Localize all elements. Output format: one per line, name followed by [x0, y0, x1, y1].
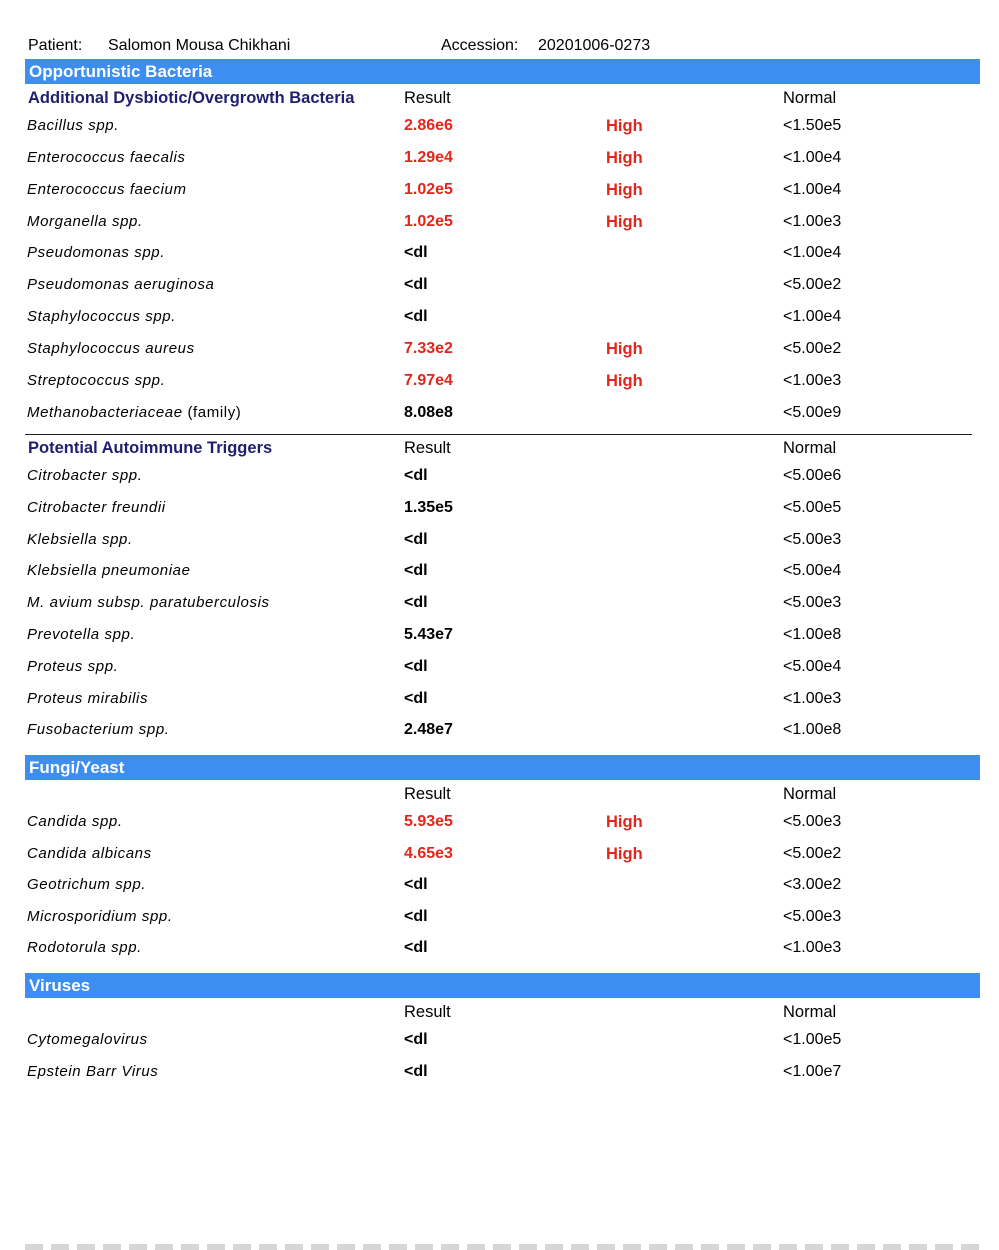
organism-name	[27, 181, 187, 198]
organism-name-text: Bacillus spp.	[27, 117, 120, 134]
result-value: <dl	[404, 907, 428, 925]
organism-name	[27, 690, 148, 707]
report-header	[0, 37, 999, 57]
normal-range: <5.00e4	[783, 562, 842, 580]
organism-name	[27, 244, 165, 261]
high-flag: High	[606, 212, 643, 231]
section-divider	[25, 434, 972, 435]
organism-name	[27, 813, 123, 830]
table-row	[0, 626, 999, 648]
high-flag: High	[606, 813, 643, 831]
accession-label: Accession:	[441, 37, 519, 54]
organism-name-text: Candida albicans	[27, 844, 152, 862]
organism-name-suffix: (family)	[182, 403, 242, 421]
high-flag: High	[606, 180, 643, 199]
organism-name-text: Staphylococcus spp.	[27, 308, 176, 326]
organism-name	[27, 531, 133, 548]
normal-range: <1.00e4	[783, 180, 842, 198]
normal-range: <3.00e2	[783, 876, 842, 893]
result-value: <dl	[404, 1063, 428, 1080]
table-row	[0, 117, 999, 139]
normal-range: <1.00e5	[783, 1031, 842, 1048]
table-row	[0, 845, 999, 867]
organism-name	[27, 117, 119, 134]
normal-range: <5.00e3	[783, 530, 842, 548]
table-row	[0, 149, 999, 171]
normal-range: <1.00e8	[783, 721, 842, 739]
result-value: <dl	[404, 876, 428, 893]
table-row	[0, 467, 999, 489]
organism-name-text: Morganella spp.	[27, 212, 143, 230]
normal-range: <1.00e3	[783, 212, 842, 230]
organism-name-text: Rodotorula spp.	[27, 939, 142, 956]
table-row	[0, 308, 999, 330]
result-value: 8.08e8	[404, 403, 453, 421]
result-value: 5.43e7	[404, 626, 453, 643]
result-column-header: Result	[404, 785, 451, 803]
section-bar-fungi-yeast: Fungi/Yeast	[25, 755, 980, 780]
organism-name	[27, 1031, 148, 1048]
table-row	[0, 1063, 999, 1085]
organism-name	[27, 340, 195, 357]
normal-column-header: Normal	[783, 785, 837, 803]
organism-name-text: Fusobacterium spp.	[27, 721, 170, 739]
organism-name	[27, 1063, 158, 1080]
result-value: 5.93e5	[404, 813, 453, 830]
table-row	[0, 594, 999, 616]
organism-name-text: Prevotella spp.	[27, 626, 136, 643]
result-value: <dl	[404, 467, 428, 484]
table-row	[0, 531, 999, 553]
patient-label: Patient:	[28, 37, 83, 54]
organism-name	[27, 876, 146, 893]
table-row	[0, 244, 999, 266]
normal-range: <5.00e4	[783, 657, 842, 675]
normal-column-header: Normal	[783, 89, 837, 107]
organism-name	[27, 594, 270, 611]
organism-name-text: Klebsiella pneumoniae	[27, 562, 191, 580]
normal-column-header: Normal	[783, 1003, 837, 1021]
result-value: 1.29e4	[404, 148, 453, 166]
organism-name-text: Citrobacter freundii	[27, 498, 166, 516]
table-row	[0, 340, 999, 362]
table-row	[0, 181, 999, 203]
result-value: 7.33e2	[404, 339, 453, 357]
result-value: 1.02e5	[404, 212, 453, 230]
high-flag: High	[606, 339, 643, 358]
result-value: 1.02e5	[404, 180, 453, 198]
organism-name-text: Proteus spp.	[27, 657, 119, 675]
organism-name-text: Enterococcus faecalis	[27, 148, 186, 166]
organism-name	[27, 908, 173, 925]
result-value: <dl	[404, 244, 428, 262]
subheading-autoimmune: Potential Autoimmune Triggers	[28, 439, 273, 457]
table-row	[0, 721, 999, 743]
table-row	[0, 562, 999, 584]
organism-name	[27, 276, 215, 293]
organism-name	[27, 149, 186, 166]
organism-name-text: Citrobacter spp.	[27, 467, 143, 484]
organism-name	[27, 499, 166, 516]
organism-name	[27, 467, 142, 484]
high-flag: High	[606, 844, 643, 863]
normal-range: <5.00e3	[783, 907, 842, 925]
table-row	[0, 939, 999, 961]
result-value: <dl	[404, 530, 428, 548]
organism-name-text: Enterococcus faecium	[27, 180, 187, 198]
section-bar-opportunistic-bacteria: Opportunistic Bacteria	[25, 59, 980, 84]
normal-column-header: Normal	[783, 439, 837, 457]
organism-name-text: Microsporidium spp.	[27, 907, 173, 925]
normal-range: <5.00e2	[783, 276, 842, 294]
organism-name	[27, 213, 143, 230]
result-column-header: Result	[404, 89, 451, 107]
normal-range: <1.00e4	[783, 148, 842, 166]
result-value: <dl	[404, 308, 428, 326]
table-row	[0, 690, 999, 712]
section-bar-viruses: Viruses	[25, 973, 980, 998]
patient-name: Salomon Mousa Chikhani	[108, 37, 291, 54]
table-row	[0, 499, 999, 521]
normal-range: <1.00e3	[783, 371, 842, 389]
normal-range: <5.00e6	[783, 467, 842, 484]
table-row	[0, 404, 999, 426]
normal-range: <1.00e4	[783, 244, 842, 262]
normal-range: <5.00e9	[783, 403, 842, 421]
result-value: <dl	[404, 276, 428, 294]
organism-name-text: Cytomegalovirus	[27, 1031, 148, 1048]
organism-name-text: Staphylococcus aureus	[27, 339, 195, 357]
high-flag: High	[606, 148, 643, 167]
organism-name-text: M. avium subsp. paratuberculosis	[27, 594, 270, 612]
organism-name-text: Proteus mirabilis	[27, 689, 149, 707]
organism-name	[27, 721, 170, 738]
organism-name	[27, 372, 165, 389]
table-row	[0, 1031, 999, 1053]
normal-range: <5.00e2	[783, 844, 842, 862]
organism-name-text: Klebsiella spp.	[27, 530, 133, 548]
result-value: 1.35e5	[404, 498, 453, 516]
footer-text-cutoff	[25, 1244, 980, 1250]
normal-range: <1.00e7	[783, 1063, 842, 1080]
normal-range: <1.50e5	[783, 117, 842, 134]
organism-name	[27, 404, 241, 421]
result-value: 2.86e6	[404, 117, 453, 134]
organism-name-text: Candida spp.	[27, 813, 123, 830]
organism-name	[27, 562, 191, 579]
subheading-dysbiotic: Additional Dysbiotic/Overgrowth Bacteria	[28, 89, 355, 107]
high-flag: High	[606, 371, 643, 390]
table-row	[0, 372, 999, 394]
organism-name	[27, 626, 135, 643]
organism-name-text: Streptococcus spp.	[27, 371, 166, 389]
normal-range: <1.00e3	[783, 689, 842, 707]
table-row	[0, 908, 999, 930]
high-flag: High	[606, 117, 643, 135]
result-value: <dl	[404, 594, 428, 612]
normal-range: <5.00e3	[783, 813, 842, 830]
table-row	[0, 876, 999, 898]
normal-range: <5.00e5	[783, 498, 842, 516]
result-value: <dl	[404, 1031, 428, 1048]
result-value: 4.65e3	[404, 844, 453, 862]
result-column-header: Result	[404, 439, 451, 457]
organism-name	[27, 658, 118, 675]
result-value: 2.48e7	[404, 721, 453, 739]
result-value: 7.97e4	[404, 371, 453, 389]
result-value: <dl	[404, 939, 428, 956]
result-column-header: Result	[404, 1003, 451, 1021]
organism-name-text: Pseudomonas aeruginosa	[27, 276, 215, 294]
normal-range: <1.00e3	[783, 939, 842, 956]
normal-range: <1.00e8	[783, 626, 842, 643]
result-value: <dl	[404, 657, 428, 675]
organism-name-text: Pseudomonas spp.	[27, 244, 166, 262]
result-value: <dl	[404, 689, 428, 707]
organism-name-text: Epstein Barr Virus	[27, 1063, 159, 1080]
organism-name-text: Methanobacteriaceae	[27, 403, 183, 421]
table-row	[0, 813, 999, 835]
table-row	[0, 213, 999, 235]
result-value: <dl	[404, 562, 428, 580]
normal-range: <5.00e3	[783, 594, 842, 612]
table-row	[0, 658, 999, 680]
organism-name	[27, 308, 176, 325]
organism-name	[27, 845, 152, 862]
table-row	[0, 276, 999, 298]
normal-range: <1.00e4	[783, 308, 842, 326]
accession-value: 20201006-0273	[538, 37, 651, 54]
organism-name-text: Geotrichum spp.	[27, 876, 147, 893]
organism-name	[27, 939, 142, 956]
normal-range: <5.00e2	[783, 339, 842, 357]
